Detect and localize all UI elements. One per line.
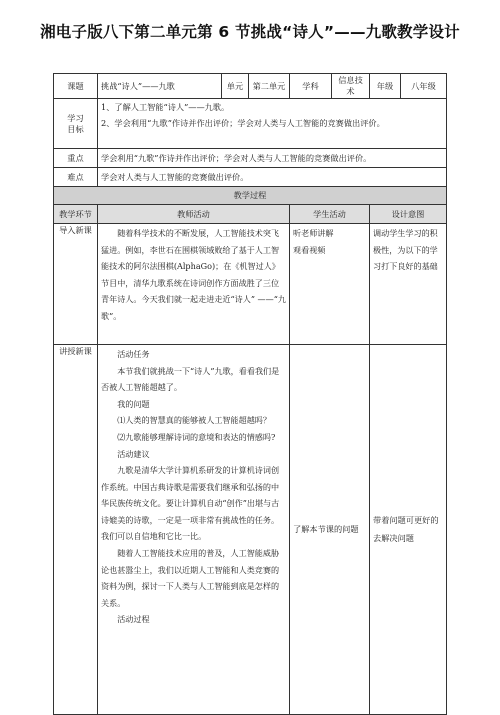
- info-row: [54, 74, 447, 99]
- document-title: 湘电子版八下第二单元第 6 节挑战“诗人”——九歌教学设计: [40, 23, 460, 41]
- unit-label: 单元: [222, 74, 249, 99]
- task-text: 本节我们就挑战一下“诗人”九歌，看看我们是否被人工智能超越了。: [101, 365, 280, 393]
- question-title: 我的问题: [117, 398, 150, 409]
- lecture-stage: 讲授新课: [54, 345, 98, 715]
- suggestion-1: 九歌是清华大学计算机系研发的计算机诗词创作系统。中国古典诗歌是需要我们继承和弘扬的中华民族传统文化。要让计算机自动“创作”出堪与古诗媲美的诗歌，一定是一项非常有挑战性的任务。我们可以自信地和它比一比。: [101, 465, 280, 542]
- col-header-stage: 教学环节: [54, 205, 98, 224]
- goals-row: [54, 99, 447, 149]
- process-header: 教学过程: [54, 187, 447, 205]
- process-title: 活动过程: [117, 614, 150, 625]
- intro-intent: 调动学生学习的积极性，为以下的学习打下良好的基础: [370, 224, 447, 345]
- difficulty-label: 难点: [54, 168, 98, 187]
- lecture-intent: 带着问题可更好的去解决问题: [370, 345, 447, 715]
- col-header-student: 学生活动: [290, 205, 370, 224]
- goals-content: [98, 99, 447, 149]
- intro-row: [54, 224, 447, 345]
- subject-value: 信息技术: [332, 74, 370, 99]
- column-header-row: [54, 205, 447, 224]
- grade-label: 年级: [370, 74, 401, 99]
- col-header-teacher: 教师活动: [98, 205, 290, 224]
- suggestion-title: 活动建议: [117, 448, 150, 459]
- lecture-teacher: [98, 345, 290, 715]
- difficulty-value: 学会对人类与人工智能的竞赛做出评价。: [98, 168, 447, 187]
- intro-stage: 导入新课: [54, 224, 98, 345]
- subject-label: 学科: [290, 74, 332, 99]
- key-point-row: [54, 149, 447, 168]
- process-header-row: [54, 187, 447, 205]
- question-2: ⑵九歌能够理解诗词的意境和表达的情感吗?: [117, 432, 276, 443]
- key-point-value: 学会利用“九歌”作诗并作出评价；学会对人类与人工智能的竞赛做出评价。: [98, 149, 447, 168]
- lesson-plan-table: [53, 73, 447, 715]
- suggestion-2: 随着人工智能技术应用的普及，人工智能威胁论也甚嚣尘上，我们以近期人工智能和人类竞赛的资料为例，探讨一下人类与人工智能到底是怎样的关系。: [101, 548, 280, 608]
- grade-value: 八年级: [401, 74, 447, 99]
- goal-item: 2、学会利用“九歌”作诗并作出评价；学会对人类与人工智能的竞赛做出评价。: [101, 117, 385, 128]
- goal-item: 1、了解人工智能“诗人”——九歌。: [101, 102, 230, 113]
- task-title: 活动任务: [117, 349, 150, 360]
- key-point-label: 重点: [54, 149, 98, 168]
- topic-value: 挑战“诗人”——九歌: [98, 74, 222, 99]
- lecture-row: [54, 345, 447, 715]
- intro-teacher: 随着科学技术的不断发展，人工智能技术突飞猛进。例如，李世石在围棋领域败给了基于人工智能技术的阿尔法围棋(AlphaGo)；在《机智过人》节目中，清华九歌系统在诗词创作方面战胜了三位青年诗人。今天我们就一起走进走近“诗人” ——“九歌”。: [98, 224, 290, 345]
- unit-value: 第二单元: [249, 74, 290, 99]
- question-1: ⑴人类的智慧真的能够被人工智能超越吗？: [117, 415, 271, 426]
- goals-label: 学习 目标: [54, 99, 98, 149]
- lecture-student: 了解本节课的问题: [290, 345, 370, 715]
- col-header-intent: 设计意图: [370, 205, 447, 224]
- difficulty-row: [54, 168, 447, 187]
- topic-label: 课题: [54, 74, 98, 99]
- intro-student: 听老师讲解 观看视频: [290, 224, 370, 345]
